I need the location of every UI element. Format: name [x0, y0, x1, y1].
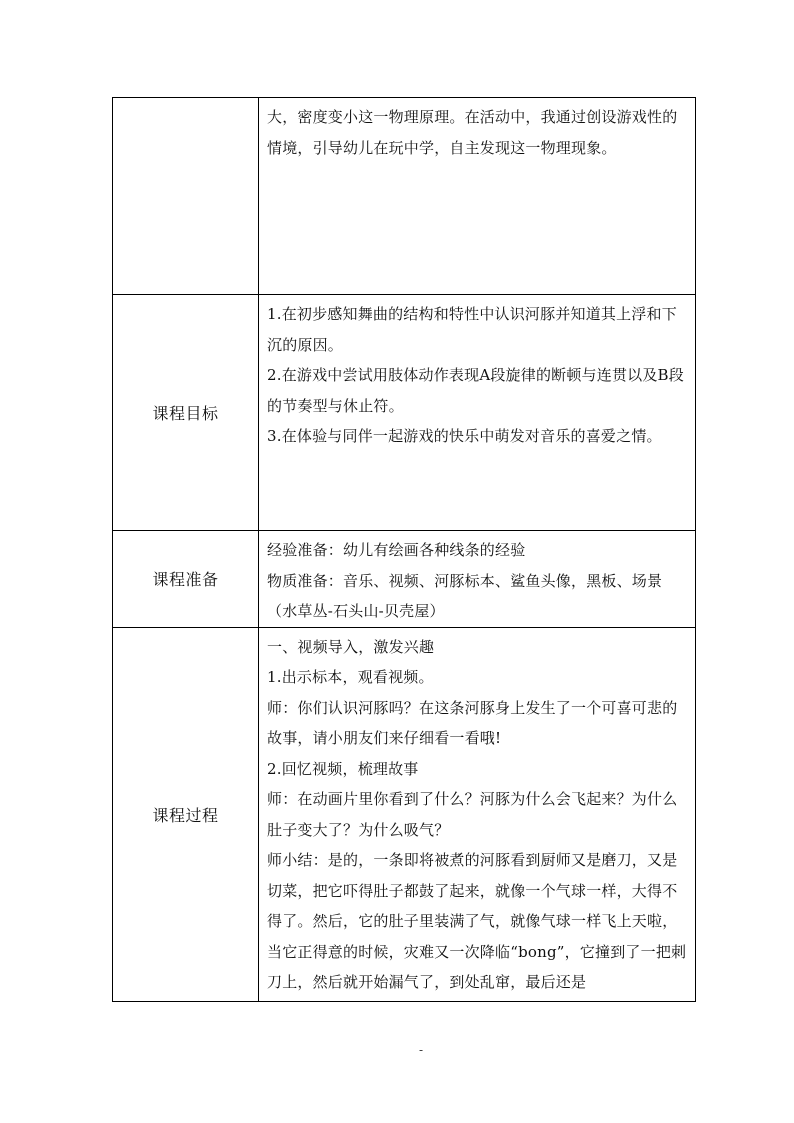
prep-label: 课程准备	[113, 531, 259, 628]
process-teacher-question-1: 师：你们认识河豚吗？在这条河豚身上发生了一个可喜可悲的故事，请小朋友们来仔细看一看哦!	[267, 698, 678, 747]
process-step-1: 1.出示标本，观看视频。	[267, 668, 434, 686]
intro-content-cell	[259, 98, 696, 295]
lesson-plan-table	[112, 97, 696, 1002]
goals-content-cell	[259, 295, 696, 531]
process-step-2: 2.回忆视频，梳理故事	[267, 759, 419, 778]
prep-content-cell	[259, 531, 696, 628]
intro-paragraph: 大，密度变小这一物理原理。在活动中，我通过创设游戏性的情境，引导幼儿在玩中学，自主发现这一物理现象。	[267, 108, 678, 157]
process-teacher-question-2: 师：在动画片里你看到了什么？河豚为什么会飞起来？为什么肚子变大了？为什么吸气？	[267, 790, 678, 839]
table-row-process	[113, 627, 696, 1001]
goal-item-1: 1.在初步感知舞曲的结构和特性中认识河豚并知道其上浮和下沉的原因。	[267, 305, 677, 354]
prep-materials: 物质准备：音乐、视频、河豚标本、鲨鱼头像，黑板、场景（水草丛-石头山-贝壳屋）	[267, 571, 663, 620]
table-row-intro	[113, 98, 696, 295]
goal-item-3: 3.在体验与同伴一起游戏的快乐中萌发对音乐的喜爱之情。	[267, 427, 662, 445]
page-footer-mark: -	[419, 1043, 424, 1057]
process-content-cell	[259, 627, 696, 1001]
process-teacher-summary: 师小结：是的，一条即将被煮的河豚看到厨师又是磨刀，又是切菜，把它吓得肚子都鼓了起来，就像一个气球一样，大得不得了。然后，它的肚子里装满了气，就像气球一样飞上天啦，当它正得意的时候，灾难又一次降临“bong”，它撞到了一把刺刀上，然后就开始漏气了，到处乱窜，最后还是	[267, 851, 687, 991]
process-heading: 一、视频导入，激发兴趣	[267, 637, 435, 656]
process-label: 课程过程	[113, 627, 259, 1001]
intro-label-cell	[113, 98, 259, 295]
prep-experience: 经验准备：幼儿有绘画各种线条的经验	[267, 541, 526, 559]
goals-label: 课程目标	[113, 295, 259, 531]
table-row-prep	[113, 531, 696, 628]
table-row-goals	[113, 295, 696, 531]
goal-item-2: 2.在游戏中尝试用肢体动作表现A段旋律的断顿与连贯以及B段的节奏型与休止符。	[267, 366, 684, 415]
